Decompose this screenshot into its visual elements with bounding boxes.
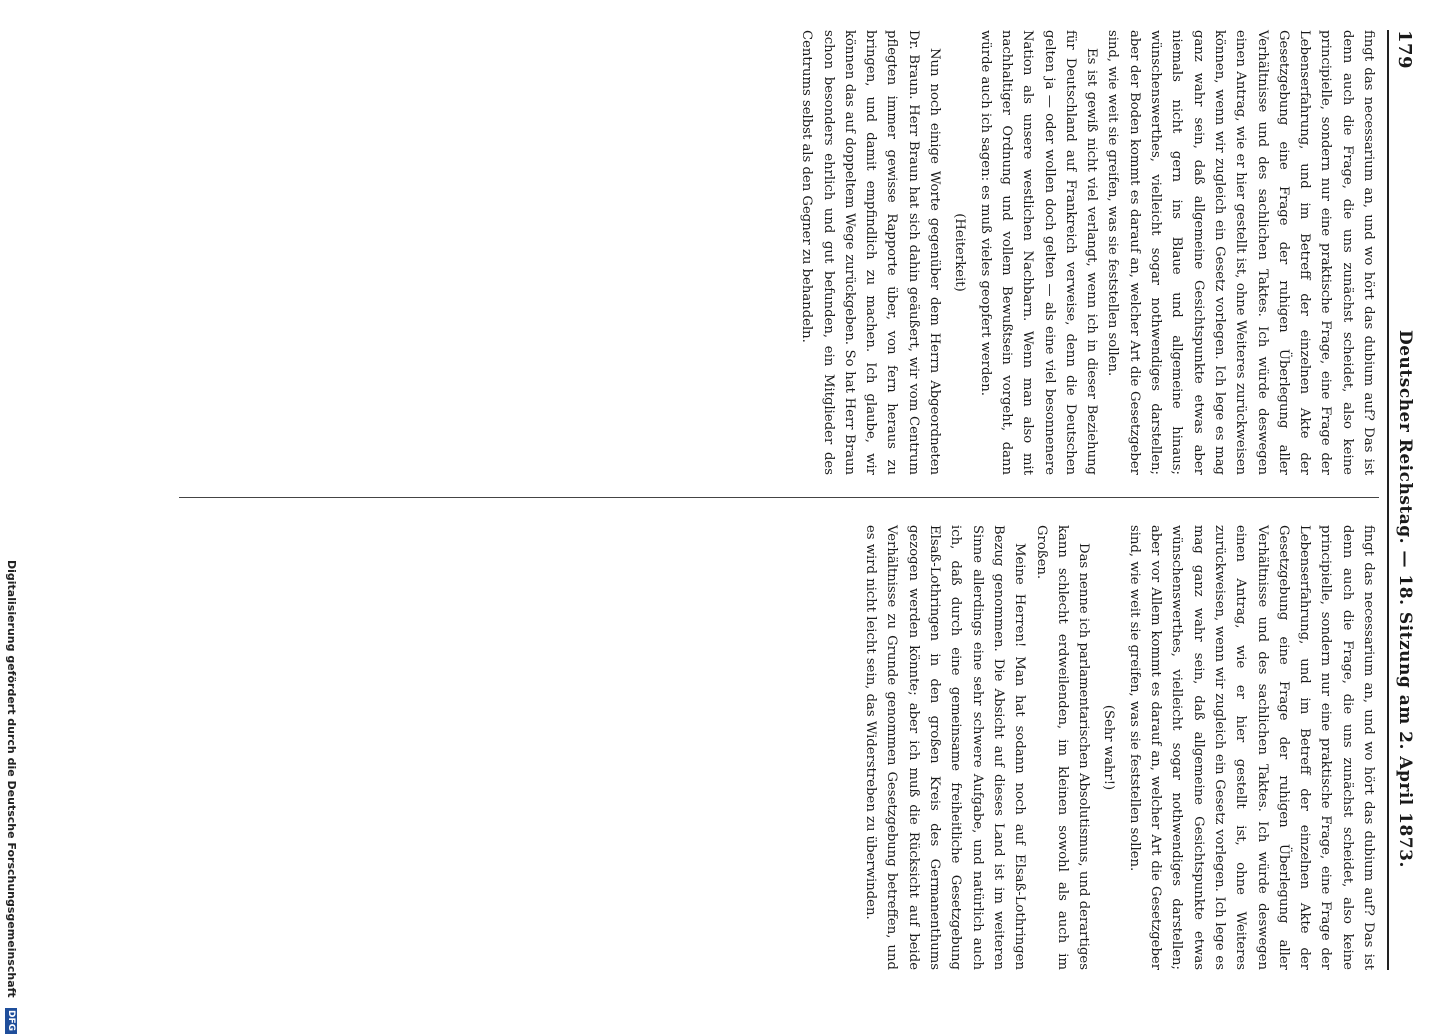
digitization-footer — [0, 560, 22, 1032]
paragraph: Nun noch einige Worte gegenüber dem Herrn Abgeordneten Dr. Braun. Herr Braun hat sich dahin geäußert, wir vom Centrum pflegten immer gewisse Rapporte über, von fern heraus zu bringen, und damit empfindlich zu machen. Ich glaube, wir können das auf doppeltem Wege zurückgeben. So hat Herr Braun schon besonders ehrlich und gut befunden, ein Mitglieder des Centrums selbst als den Gegner zu behandeln. — [799, 30, 943, 475]
right-text-column — [179, 30, 1379, 475]
rotated-page-content — [115, 30, 1415, 970]
paragraph: fingt das necessarium an, und wo hört das dubium auf? Das ist denn auch die Frage, die uns zunächst scheidet, also keine principielle, sondern nur eine praktische Frage, eine Frage der Lebenserfahrung, und im Betreff der einzelnen Akte der Gesetzgebung eine Frage der ruhigen Überlegung aller Verhältnisse und des sachlichen Taktes. Ich würde deswegen einen Antrag, wie er hier gestellt ist, ohne Weiteres zurückweisen, wenn wir zugleich ein Gesetz vorlegen. Ich lege es mag ganz wahr sein, daß allgemeine Gesichtspunkte etwas wünschenswerthes, vielleicht sogar nothwendiges darstellen; aber vor Allem kommt es darauf an, welcher Art die Gesetzgeber sind, wie weit sie greifen, was sie feststellen sollen. — [1126, 525, 1376, 970]
dfg-logo-icon: DFG — [5, 1008, 17, 1034]
page-header — [1389, 30, 1415, 970]
header-rule — [1387, 30, 1389, 970]
digitization-note: Digitalisierung gefördert durch die Deutsche Forschungsgemeinschaft — [5, 560, 18, 998]
paragraph: Meine Herren! Man hat sodann noch auf Elsaß-Lothringen Bezug genommen. Die Absicht auf dieses Land ist im weiteren Sinne allerdings eine sehr schwere Aufgabe, und natürlich auch ich, daß durch eine gemeinsame freiheitliche Gesetzgebung Elsaß-Lothringen in den großen Kreis des Germanenthums gezogen werden könnte; aber ich muß die Rücksicht auf beide Verhältnisse zu Grunde genommen Gesetzgebung betreffen, und es wird nicht leicht sein, das Widerstreben zu überwinden. — [863, 525, 1028, 970]
column-divider — [179, 497, 1379, 498]
left-text-column — [179, 525, 1379, 970]
page-number: 179 — [1394, 30, 1415, 70]
paragraph: Es ist gewiß nicht viel verlangt, wenn ich in dieser Beziehung für Deutschland auf Frankreich verweise, denn die Deutschen gelten ja — oder wollen doch gelten — als eine viel besonnenere Nation als unsere westlichen Nachbarn. Wenn man also mit nachhaltiger Ordnung und vollem Bewußtsein vorgeht, dann würde auch ich sagen: es muß vieles geopfert werden. — [977, 30, 1100, 475]
paragraph: fingt das necessarium an, und wo hört das dubium auf? Das ist denn auch die Frage, die uns zunächst scheidet, also keine principielle, sondern nur eine praktische Frage, eine Frage der Lebenserfahrung, und im Betreff der einzelnen Akte der Gesetzgebung eine Frage der ruhigen Überlegung aller Verhältnisse und des sachlichen Taktes. Ich würde deswegen einen Antrag, wie er hier gestellt ist, ohne Weiteres zurückweisen können, wenn wir zugleich ein Gesetz vorlegen. Ich lege es mag ganz wahr sein, daß allgemeine Gesichtspunkte etwas aber niemals nicht gern ins Blaue und allgemeine hinaus; wünschenswerthes, vielleicht sogar nothwendiges darstellen; aber der Boden kommt es darauf an, welcher Art die Gesetzgeber sind, wie weit sie greifen, was sie feststellen sollen. — [1105, 30, 1376, 475]
paragraph: Das nenne ich parlamentarischen Absolutismus, und derartiges kann schlecht erdweilenden, im kleinen sowohl als auch im Großen. — [1033, 525, 1092, 970]
interjection-remark: (Sehr wahr!) — [1101, 704, 1117, 791]
running-head: Deutscher Reichstag. — 18. Sitzung am 2. April 1873. — [1395, 330, 1415, 868]
interjection-remark: (Heiterkeit) — [952, 213, 968, 292]
footer-text-wrap — [0, 560, 18, 1032]
